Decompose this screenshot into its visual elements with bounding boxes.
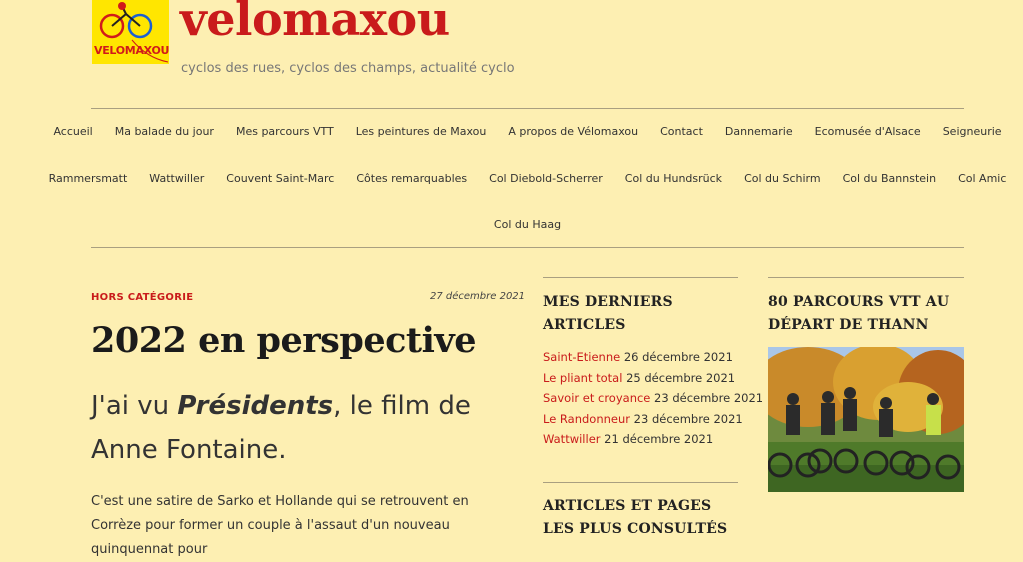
nav-row-1: [53, 125, 1002, 138]
post-body: C'est une satire de Sarko et Hollande qui se retrouvent en Corrèze pour former un couple à l'assaut d'un nouveau quinquennat pour: [91, 494, 469, 557]
nav-item-dannemarie[interactable]: Dannemarie: [724, 125, 793, 138]
widget-divider-vtt: [768, 277, 964, 278]
post-title[interactable]: 2022 en perspective: [91, 320, 477, 361]
widget-title-recent: MES DERNIERS ARTICLES: [543, 294, 673, 333]
lead-text-start: J'ai vu: [91, 391, 178, 421]
header-divider: [91, 108, 964, 109]
nav-item-col-amic[interactable]: Col Amic: [958, 172, 1007, 185]
nav-item-a-propos[interactable]: A propos de Vélomaxou: [508, 125, 639, 138]
nav-item-rammersmatt[interactable]: Rammersmatt: [48, 172, 128, 185]
widget-title-vtt: 80 PARCOURS VTT AU DÉPART DE THANN: [768, 294, 950, 333]
nav-item-accueil[interactable]: Accueil: [53, 125, 93, 138]
nav-row-3: [91, 218, 964, 231]
recent-post-date: 23 décembre 2021: [633, 411, 743, 426]
nav-item-col-du-haag[interactable]: Col du Haag: [493, 218, 562, 231]
recent-post-link[interactable]: Le Randonneur: [543, 411, 631, 426]
list-item: [543, 409, 743, 430]
lead-text-end: , le film de Anne Fontaine.: [91, 391, 471, 465]
post-lead: [91, 384, 511, 472]
post-category[interactable]: HORS CATÉGORIE: [91, 292, 194, 303]
lead-film-title: Présidents: [177, 391, 334, 421]
recent-post-link[interactable]: Saint-Etienne: [543, 350, 621, 364]
nav-item-ecomusee[interactable]: Ecomusée d'Alsace: [814, 125, 921, 138]
recent-post-date: 25 décembre 2021: [626, 370, 736, 385]
nav-item-seigneurie[interactable]: Seigneurie: [942, 125, 1002, 138]
widget-divider-recent: [543, 277, 738, 278]
list-item: [543, 388, 764, 409]
nav-item-col-du-schirm[interactable]: Col du Schirm: [744, 172, 821, 185]
site-title[interactable]: velomaxou: [180, 0, 450, 46]
nav-item-contact[interactable]: Contact: [660, 125, 703, 138]
nav-item-wattwiller[interactable]: Wattwiller: [149, 172, 205, 185]
nav-item-cotes-remarquables[interactable]: Côtes remarquables: [356, 172, 468, 185]
site-logo[interactable]: [92, 0, 169, 64]
widget-title-popular: ARTICLES ET PAGES LES PLUS CONSULTÉS: [543, 498, 728, 537]
nav-item-couvent-saint-marc[interactable]: Couvent Saint-Marc: [226, 172, 335, 185]
nav-divider: [91, 247, 964, 248]
recent-post-date: 23 décembre 2021: [654, 391, 764, 405]
cyclists-photo-image: [768, 347, 964, 492]
list-item: [543, 347, 738, 368]
recent-post-link[interactable]: Savoir et croyance: [543, 391, 651, 405]
post-date[interactable]: 27 décembre 2021: [430, 291, 526, 302]
recent-post-date: 26 décembre 2021: [623, 350, 733, 364]
nav-item-mes-parcours-vtt[interactable]: Mes parcours VTT: [235, 125, 334, 138]
nav-item-col-du-hundsruck[interactable]: Col du Hundsrück: [624, 172, 723, 185]
list-item: [543, 429, 738, 450]
list-item: [543, 368, 738, 389]
nav-item-ma-balade-du-jour[interactable]: Ma balade du jour: [114, 125, 214, 138]
nav-item-col-diebold-scherrer[interactable]: Col Diebold-Scherrer: [489, 172, 603, 185]
nav-item-les-peintures-de-maxou[interactable]: Les peintures de Maxou: [355, 125, 487, 138]
recent-post-link[interactable]: Wattwiller: [543, 432, 601, 446]
logo-label: VELOMAXOU: [94, 44, 169, 57]
nav-row-2: [48, 172, 1007, 185]
recent-posts-list: [543, 347, 764, 450]
widget-divider-popular: [543, 482, 738, 483]
nav-item-col-du-bannstein[interactable]: Col du Bannstein: [842, 172, 937, 185]
site-tagline: cyclos des rues, cyclos des champs, actualité cyclo: [181, 61, 515, 76]
recent-post-date: 21 décembre 2021: [604, 432, 714, 446]
recent-post-link[interactable]: Le pliant total: [543, 370, 623, 385]
vtt-group-photo[interactable]: [768, 347, 964, 492]
